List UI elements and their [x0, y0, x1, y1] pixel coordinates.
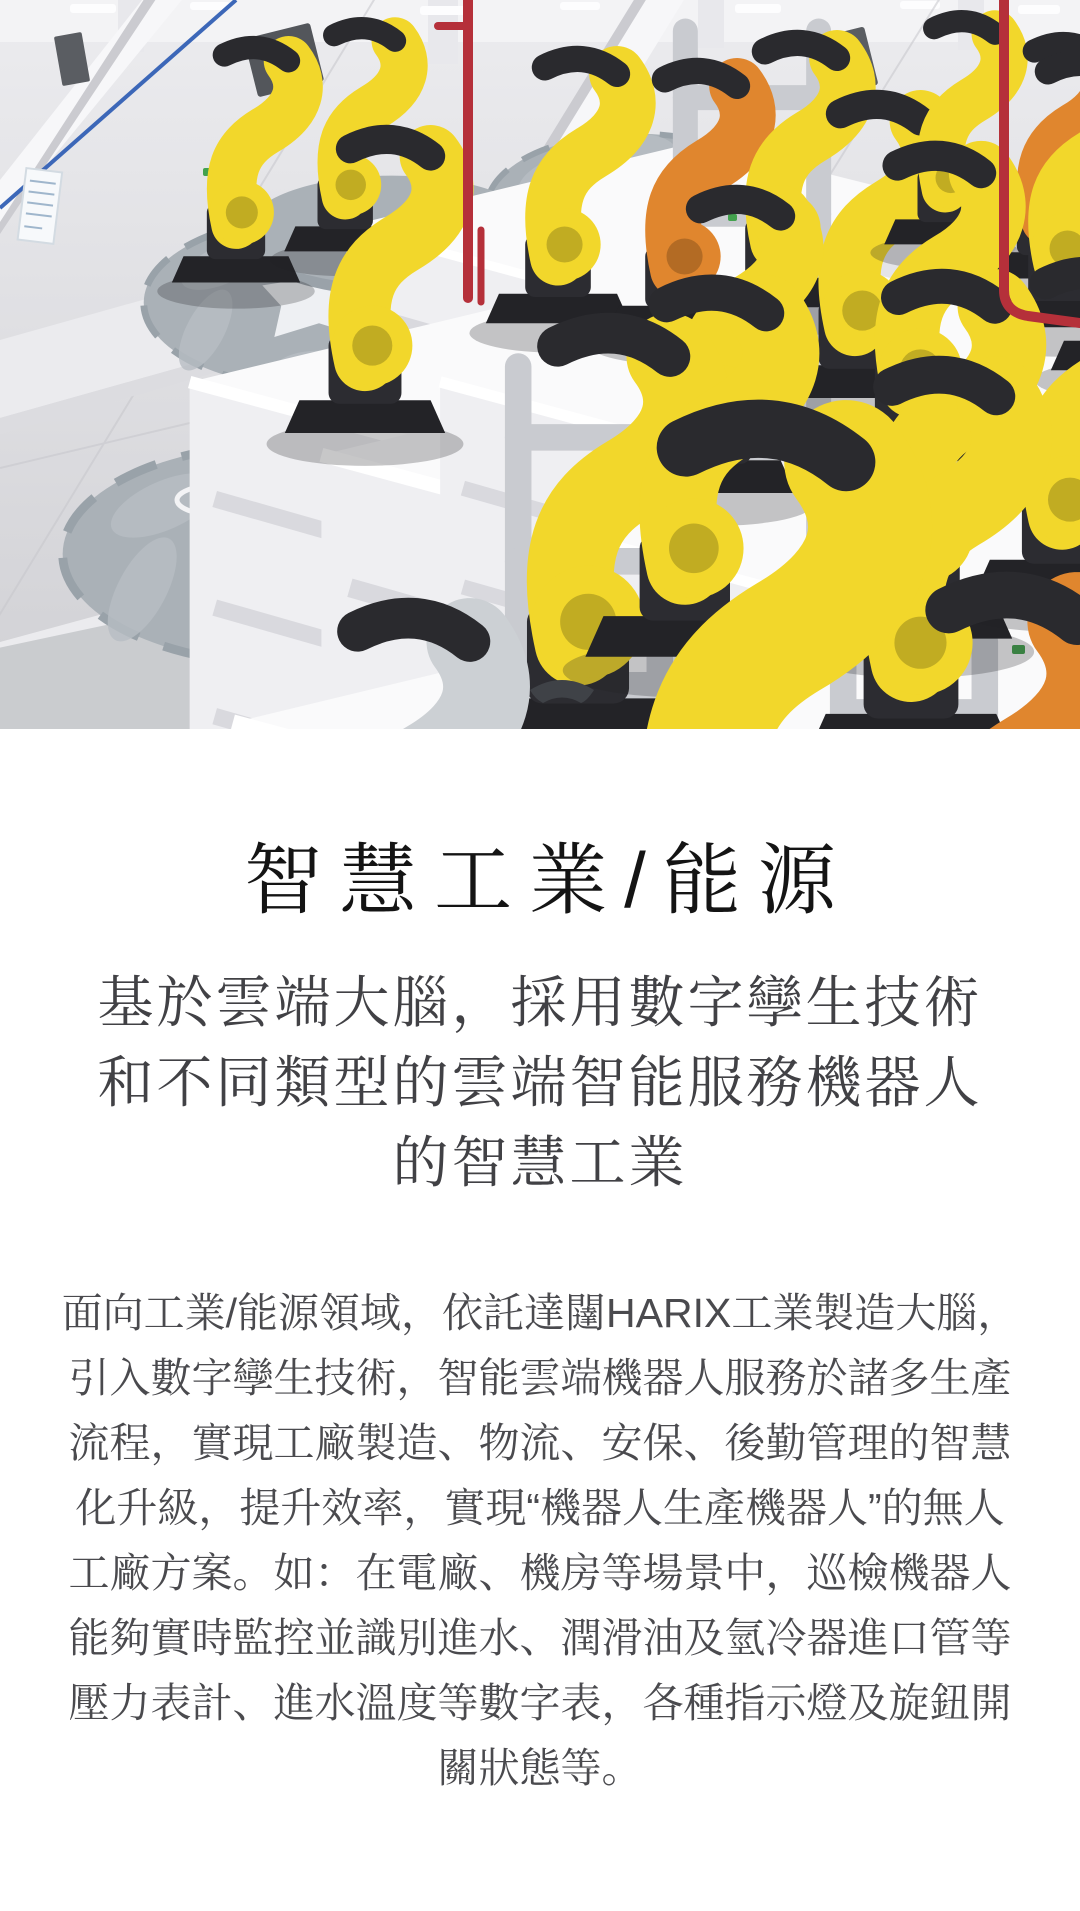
- wall-sign: [18, 168, 63, 244]
- body-paragraph: 面向工業/能源領域，依託達闥HARIX工業製造大腦，引入數字孿生技術，智能雲端機器人服務於諸多生產流程，實現工廠製造、物流、安保、後勤管理的智慧化升級，提升效率，實現“機器人生產機器人”的無人工廠方案。如：在電廠、機房等場景中，巡檢機器人能夠實時監控並識別進水、潤滑油及氫冷器進口管等壓力表計、進水溫度等數字表，各種指示燈及旋鈕開關狀態等。: [61, 1290, 1019, 1791]
- hero-image: [0, 0, 1080, 729]
- subtitle-line: 和不同類型的雲端智能服務機器人: [97, 1051, 983, 1114]
- subtitle-line: 的智慧工業: [392, 1131, 688, 1194]
- page-title: 智慧工業/能源: [244, 836, 853, 924]
- page-subtitle: [0, 963, 1080, 1203]
- content-section: [0, 836, 1080, 1801]
- subtitle-line: 基於雲端大腦，採用數字孿生技術: [97, 971, 983, 1034]
